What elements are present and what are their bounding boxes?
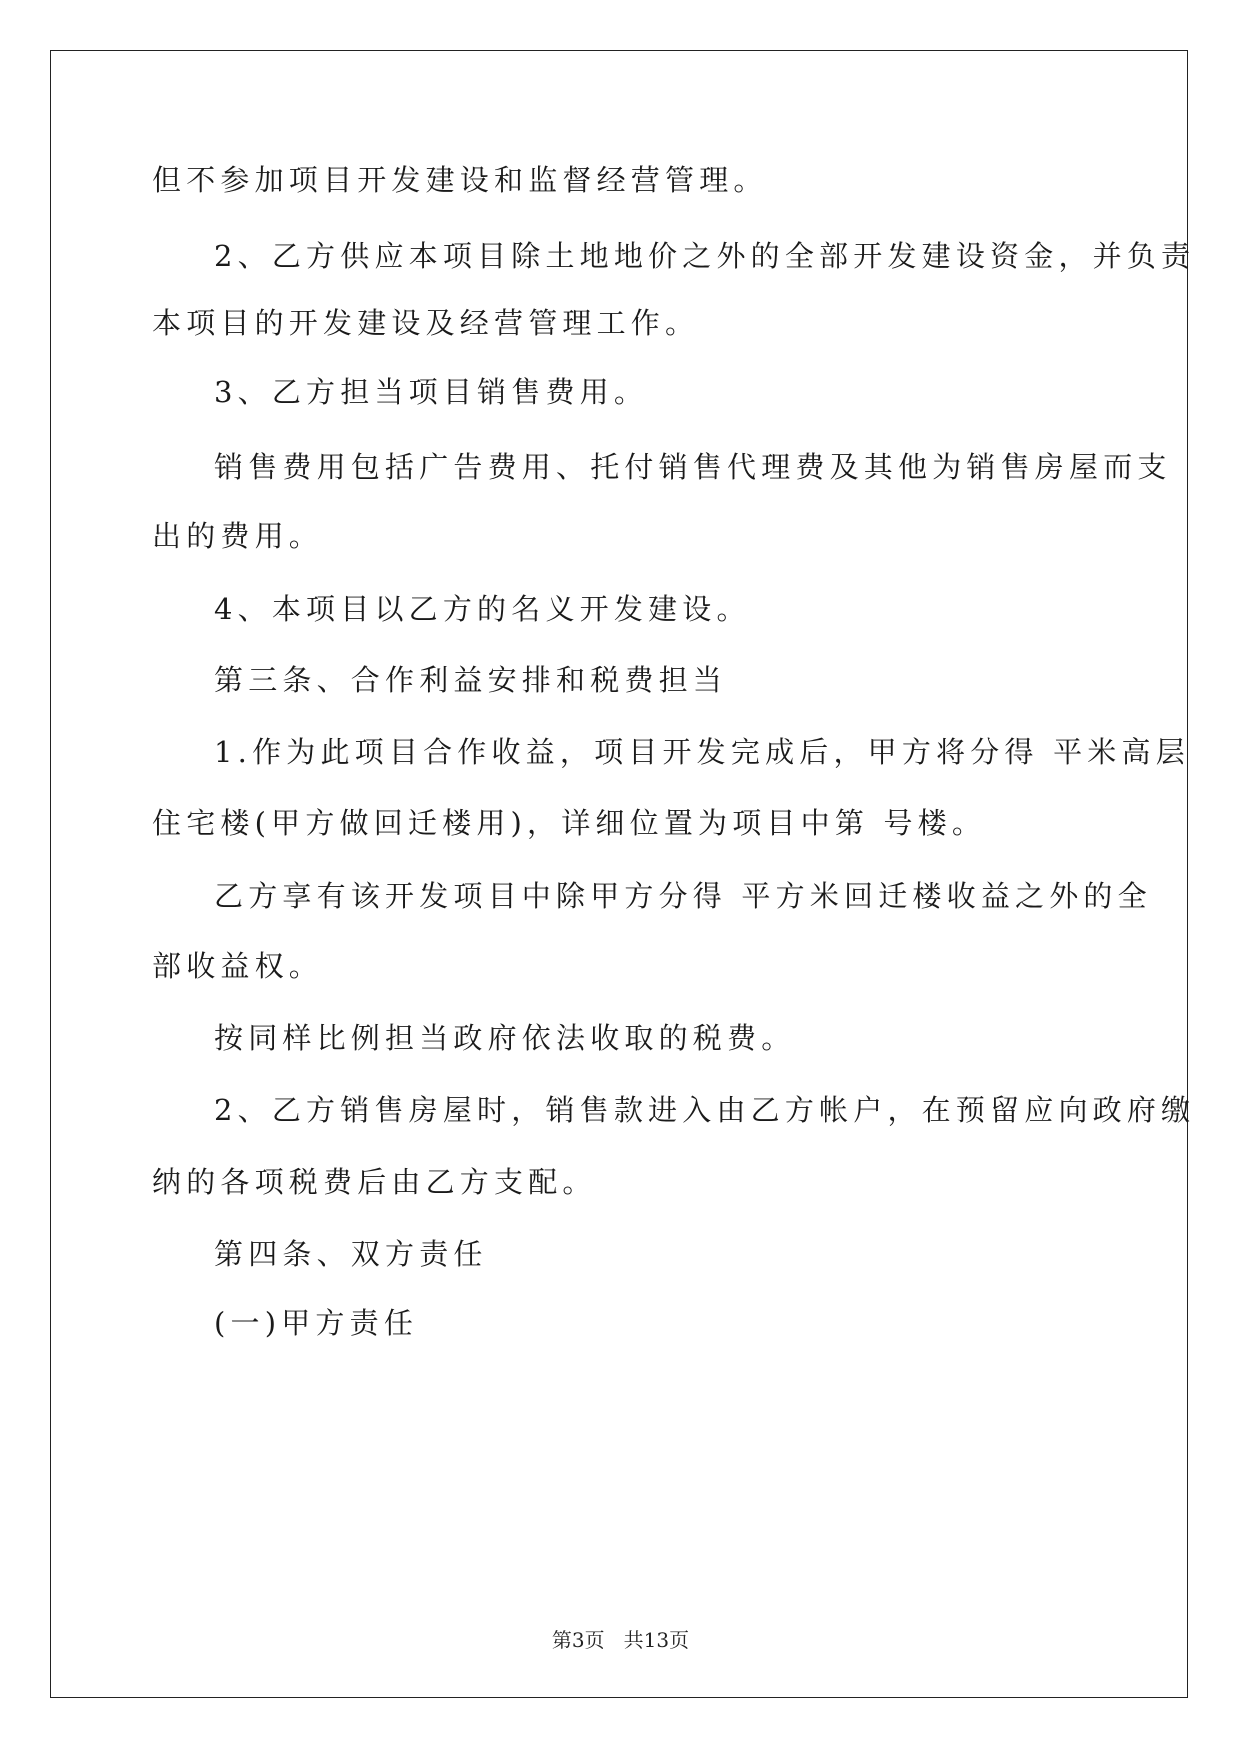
text-line: 但不参加项目开发建设和监督经营管理。: [152, 163, 768, 197]
section-heading: 第三条、合作利益安排和税费担当: [214, 663, 728, 697]
text-line: 本项目的开发建设及经营管理工作。: [152, 306, 700, 340]
text-line: 乙方享有该开发项目中除甲方分得 平方米回迁楼收益之外的全: [214, 879, 1152, 913]
text-line: 按同样比例担当政府依法收取的税费。: [214, 1021, 796, 1055]
text-line: 1.作为此项目合作收益，项目开发完成后，甲方将分得 平米高层: [214, 735, 1190, 769]
page-number: 第3页 共13页: [551, 1628, 690, 1652]
text-line: 4、本项目以乙方的名义开发建设。: [214, 592, 751, 626]
page-border: [50, 50, 1188, 1698]
text-line: 纳的各项税费后由乙方支配。: [152, 1165, 597, 1199]
text-line: 部收益权。: [152, 949, 324, 983]
text-line: 住宅楼(甲方做回迁楼用)，详细位置为项目中第 号楼。: [152, 806, 987, 840]
text-line: 2、乙方供应本项目除土地地价之外的全部开发建设资金，并负责: [214, 239, 1196, 273]
text-line: 2、乙方销售房屋时，销售款进入由乙方帐户，在预留应向政府缴: [214, 1093, 1196, 1127]
section-heading: 第四条、双方责任: [214, 1237, 488, 1271]
subsection-heading: (一)甲方责任: [214, 1306, 419, 1340]
text-line: 销售费用包括广告费用、托付销售代理费及其他为销售房屋而支: [214, 450, 1172, 484]
text-line: 出的费用。: [152, 519, 324, 553]
text-line: 3、乙方担当项目销售费用。: [214, 375, 649, 409]
